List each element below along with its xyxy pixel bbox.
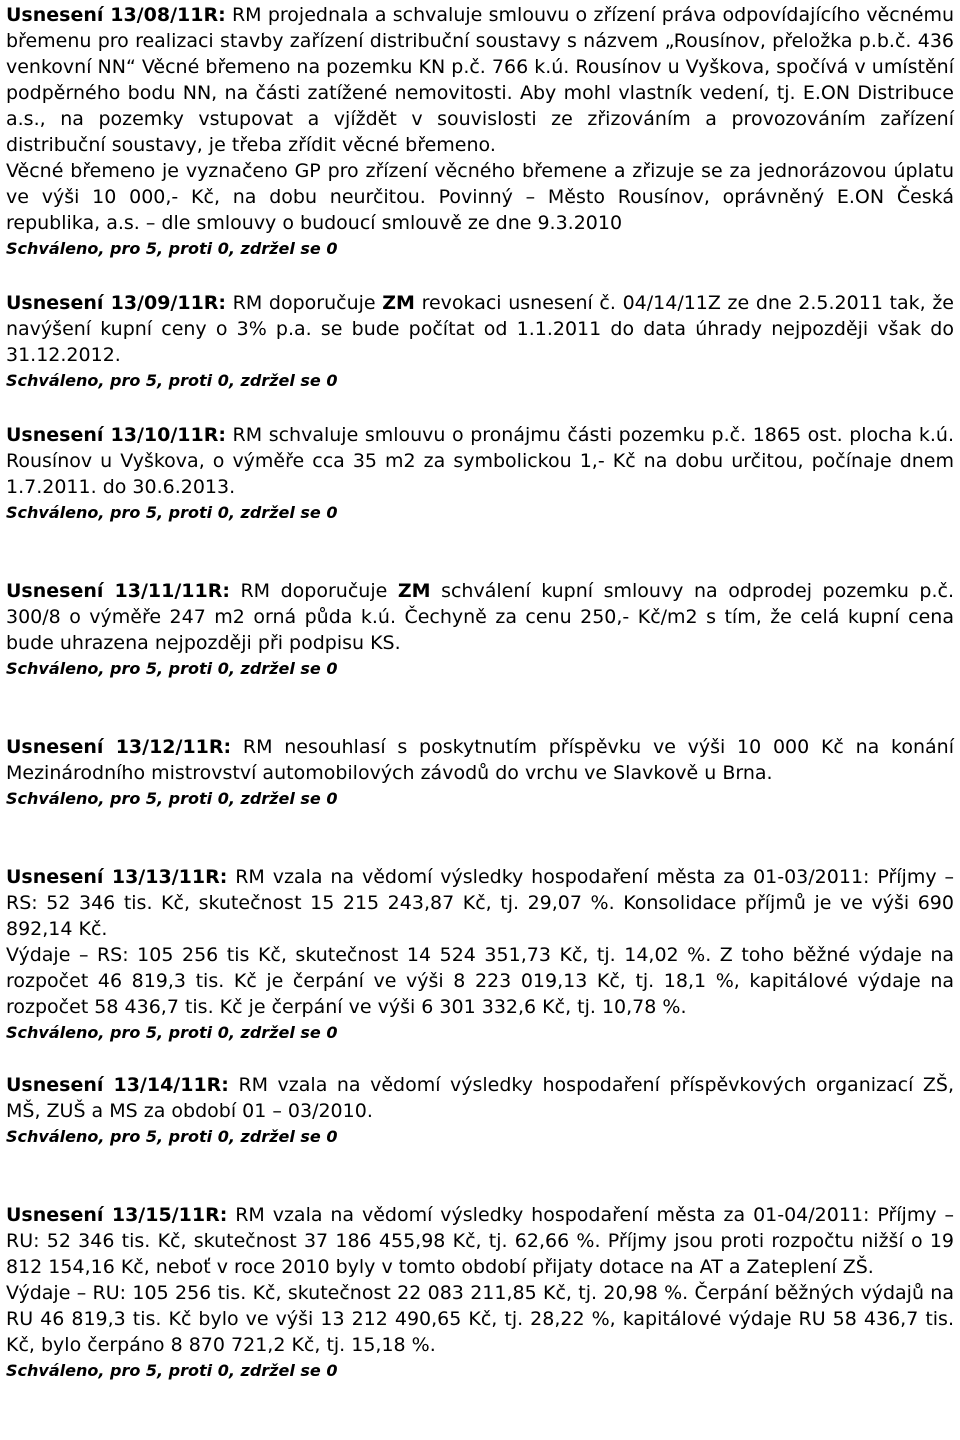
- resolution-text: RM doporučuje: [226, 292, 383, 314]
- resolution-paragraph: [6, 864, 954, 942]
- resolution-paragraph: Věcné břemeno je vyznačeno GP pro zřízení věcného břemene a zřizuje se za jednorázovou úplatu ve výši 10 000,- Kč, na dobu neurčitou. Povinný – Město Rousínov, oprávněný E.ON Česká republika, a.s. – dle smlouvy o budoucí smlouvě ze dne 9.3.2010: [6, 160, 954, 234]
- approval-note: Schváleno, pro 5, proti 0, zdržel se 0: [6, 503, 338, 522]
- resolution-paragraph: [6, 290, 954, 368]
- resolution-paragraph: [6, 734, 954, 786]
- spacer: [6, 682, 954, 734]
- spacer: [6, 394, 954, 422]
- resolution-text: RM schvaluje smlouvu o pronájmu části pozemku p.č. 1865 ost. plocha k.ú. Rousínov u Vyškova, o výměře cca 35 m2 za symbolickou 1,- Kč na dobu určitou, počínaje dnem 1.7.2011. do 30.6.2013.: [6, 424, 954, 498]
- approval-note: Schváleno, pro 5, proti 0, zdržel se 0: [6, 1023, 338, 1042]
- document-page: [6, 2, 954, 1384]
- resolution-text: RM projednala a schvaluje smlouvu o zřízení práva odpovídajícího věcnému břemenu pro realizaci stavby zařízení distribuční soustavy s názvem „Rousínov, přeložka p.b.č. 436 venkovní NN“ Věcné břemeno na pozemku KN p.č. 766 k.ú. Rousínov u Vyškova, spočívá v umístění podpěrného bodu NN, na části zatížené nemovitosti. Aby mohl vlastník vedení, tj. E.ON Distribuce a.s., na pozemky vstupovat a vjíždět v souvislosti ze zřizováním a provozováním zařízení distribuční soustavy, je třeba zřídit věcné břemeno.: [6, 4, 954, 156]
- resolution-13-09: [6, 290, 954, 394]
- resolution-paragraph: [6, 1202, 954, 1280]
- resolution-text: revokaci usnesení č. 04/14/11Z ze dne 2.5.2011 tak, že navýšení kupní ceny o 3% p.a. se bude počítat od 1.1.2011 do data úhrady nejpozději však do 31.12.2012.: [6, 292, 954, 366]
- spacer: [6, 1046, 954, 1072]
- resolution-id: Usnesení 13/15/11R:: [6, 1204, 228, 1226]
- spacer: [6, 262, 954, 290]
- approval-note: Schváleno, pro 5, proti 0, zdržel se 0: [6, 239, 338, 258]
- council-abbrev: ZM: [397, 580, 431, 602]
- approval-note: Schváleno, pro 5, proti 0, zdržel se 0: [6, 789, 338, 808]
- resolution-13-14: [6, 1072, 954, 1150]
- resolution-13-10: [6, 422, 954, 526]
- resolution-13-12: [6, 734, 954, 812]
- resolution-13-08: [6, 2, 954, 262]
- resolution-text: RM vzala na vědomí výsledky hospodaření města za 01-03/2011: Příjmy – RS: 52 346 tis. Kč, skutečnost 15 215 243,87 Kč, tj. 29,07 %. Konsolidace příjmů je ve výši 690 892,14 Kč.: [6, 866, 954, 940]
- resolution-id: Usnesení 13/12/11R:: [6, 736, 232, 758]
- resolution-13-13: [6, 864, 954, 1046]
- approval-note: Schváleno, pro 5, proti 0, zdržel se 0: [6, 1361, 338, 1380]
- resolution-paragraph: [6, 578, 954, 656]
- resolution-text: schválení kupní smlouvy na odprodej pozemku p.č. 300/8 o výměře 247 m2 orná půda k.ú. Čechyně za cenu 250,- Kč/m2 s tím, že celá kupní cena bude uhrazena nejpozději při podpisu KS.: [6, 580, 954, 654]
- spacer: [6, 526, 954, 578]
- resolution-text: RM nesouhlasí s poskytnutím příspěvku ve výši 10 000 Kč na konání Mezinárodního mistrovství automobilových závodů do vrchu ve Slavkově u Brna.: [6, 736, 954, 784]
- council-abbrev: ZM: [382, 292, 415, 314]
- resolution-id: Usnesení 13/09/11R:: [6, 292, 227, 314]
- resolution-text: RM vzala na vědomí výsledky hospodaření příspěvkových organizací ZŠ, MŠ, ZUŠ a MS za období 01 – 03/2010.: [6, 1074, 954, 1122]
- approval-note: Schváleno, pro 5, proti 0, zdržel se 0: [6, 1127, 338, 1146]
- spacer: [6, 1150, 954, 1202]
- resolution-text: RM doporučuje: [229, 580, 398, 602]
- resolution-id: Usnesení 13/10/11R:: [6, 424, 226, 446]
- resolution-paragraph: [6, 1072, 954, 1124]
- resolution-id: Usnesení 13/08/11R:: [6, 4, 226, 26]
- approval-note: Schváleno, pro 5, proti 0, zdržel se 0: [6, 659, 338, 678]
- resolution-id: Usnesení 13/14/11R:: [6, 1074, 229, 1096]
- resolution-paragraph: [6, 2, 954, 158]
- resolution-text: RM vzala na vědomí výsledky hospodaření města za 01-04/2011: Příjmy – RU: 52 346 tis. Kč, skutečnost 37 186 455,98 Kč, tj. 62,66 %. Příjmy jsou proti rozpočtu nižší o 19 812 154,16 Kč, neboť v roce 2010 byly v tomto období přijaty dotace na AT a Zateplení ZŠ.: [6, 1204, 954, 1278]
- resolution-paragraph: Výdaje – RS: 105 256 tis Kč, skutečnost 14 524 351,73 Kč, tj. 14,02 %. Z toho běžné výdaje na rozpočet 46 819,3 tis. Kč je čerpání ve výši 8 223 019,13 Kč, tj. 18,1 %, kapitálové výdaje na rozpočet 58 436,7 tis. Kč je čerpání ve výši 6 301 332,6 Kč, tj. 10,78 %.: [6, 944, 954, 1018]
- resolution-paragraph: [6, 422, 954, 500]
- resolution-id: Usnesení 13/11/11R:: [6, 580, 230, 602]
- approval-note: Schváleno, pro 5, proti 0, zdržel se 0: [6, 371, 338, 390]
- resolution-13-15: [6, 1202, 954, 1384]
- resolution-13-11: [6, 578, 954, 682]
- resolution-id: Usnesení 13/13/11R:: [6, 866, 228, 888]
- resolution-paragraph: Výdaje – RU: 105 256 tis. Kč, skutečnost 22 083 211,85 Kč, tj. 20,98 %. Čerpání běžných výdajů na RU 46 819,3 tis. Kč bylo ve výši 13 212 490,65 Kč, tj. 28,22 %, kapitálové výdaje RU 58 436,7 tis. Kč, bylo čerpáno 8 870 721,2 Kč, tj. 15,18 %.: [6, 1282, 954, 1356]
- spacer: [6, 812, 954, 864]
